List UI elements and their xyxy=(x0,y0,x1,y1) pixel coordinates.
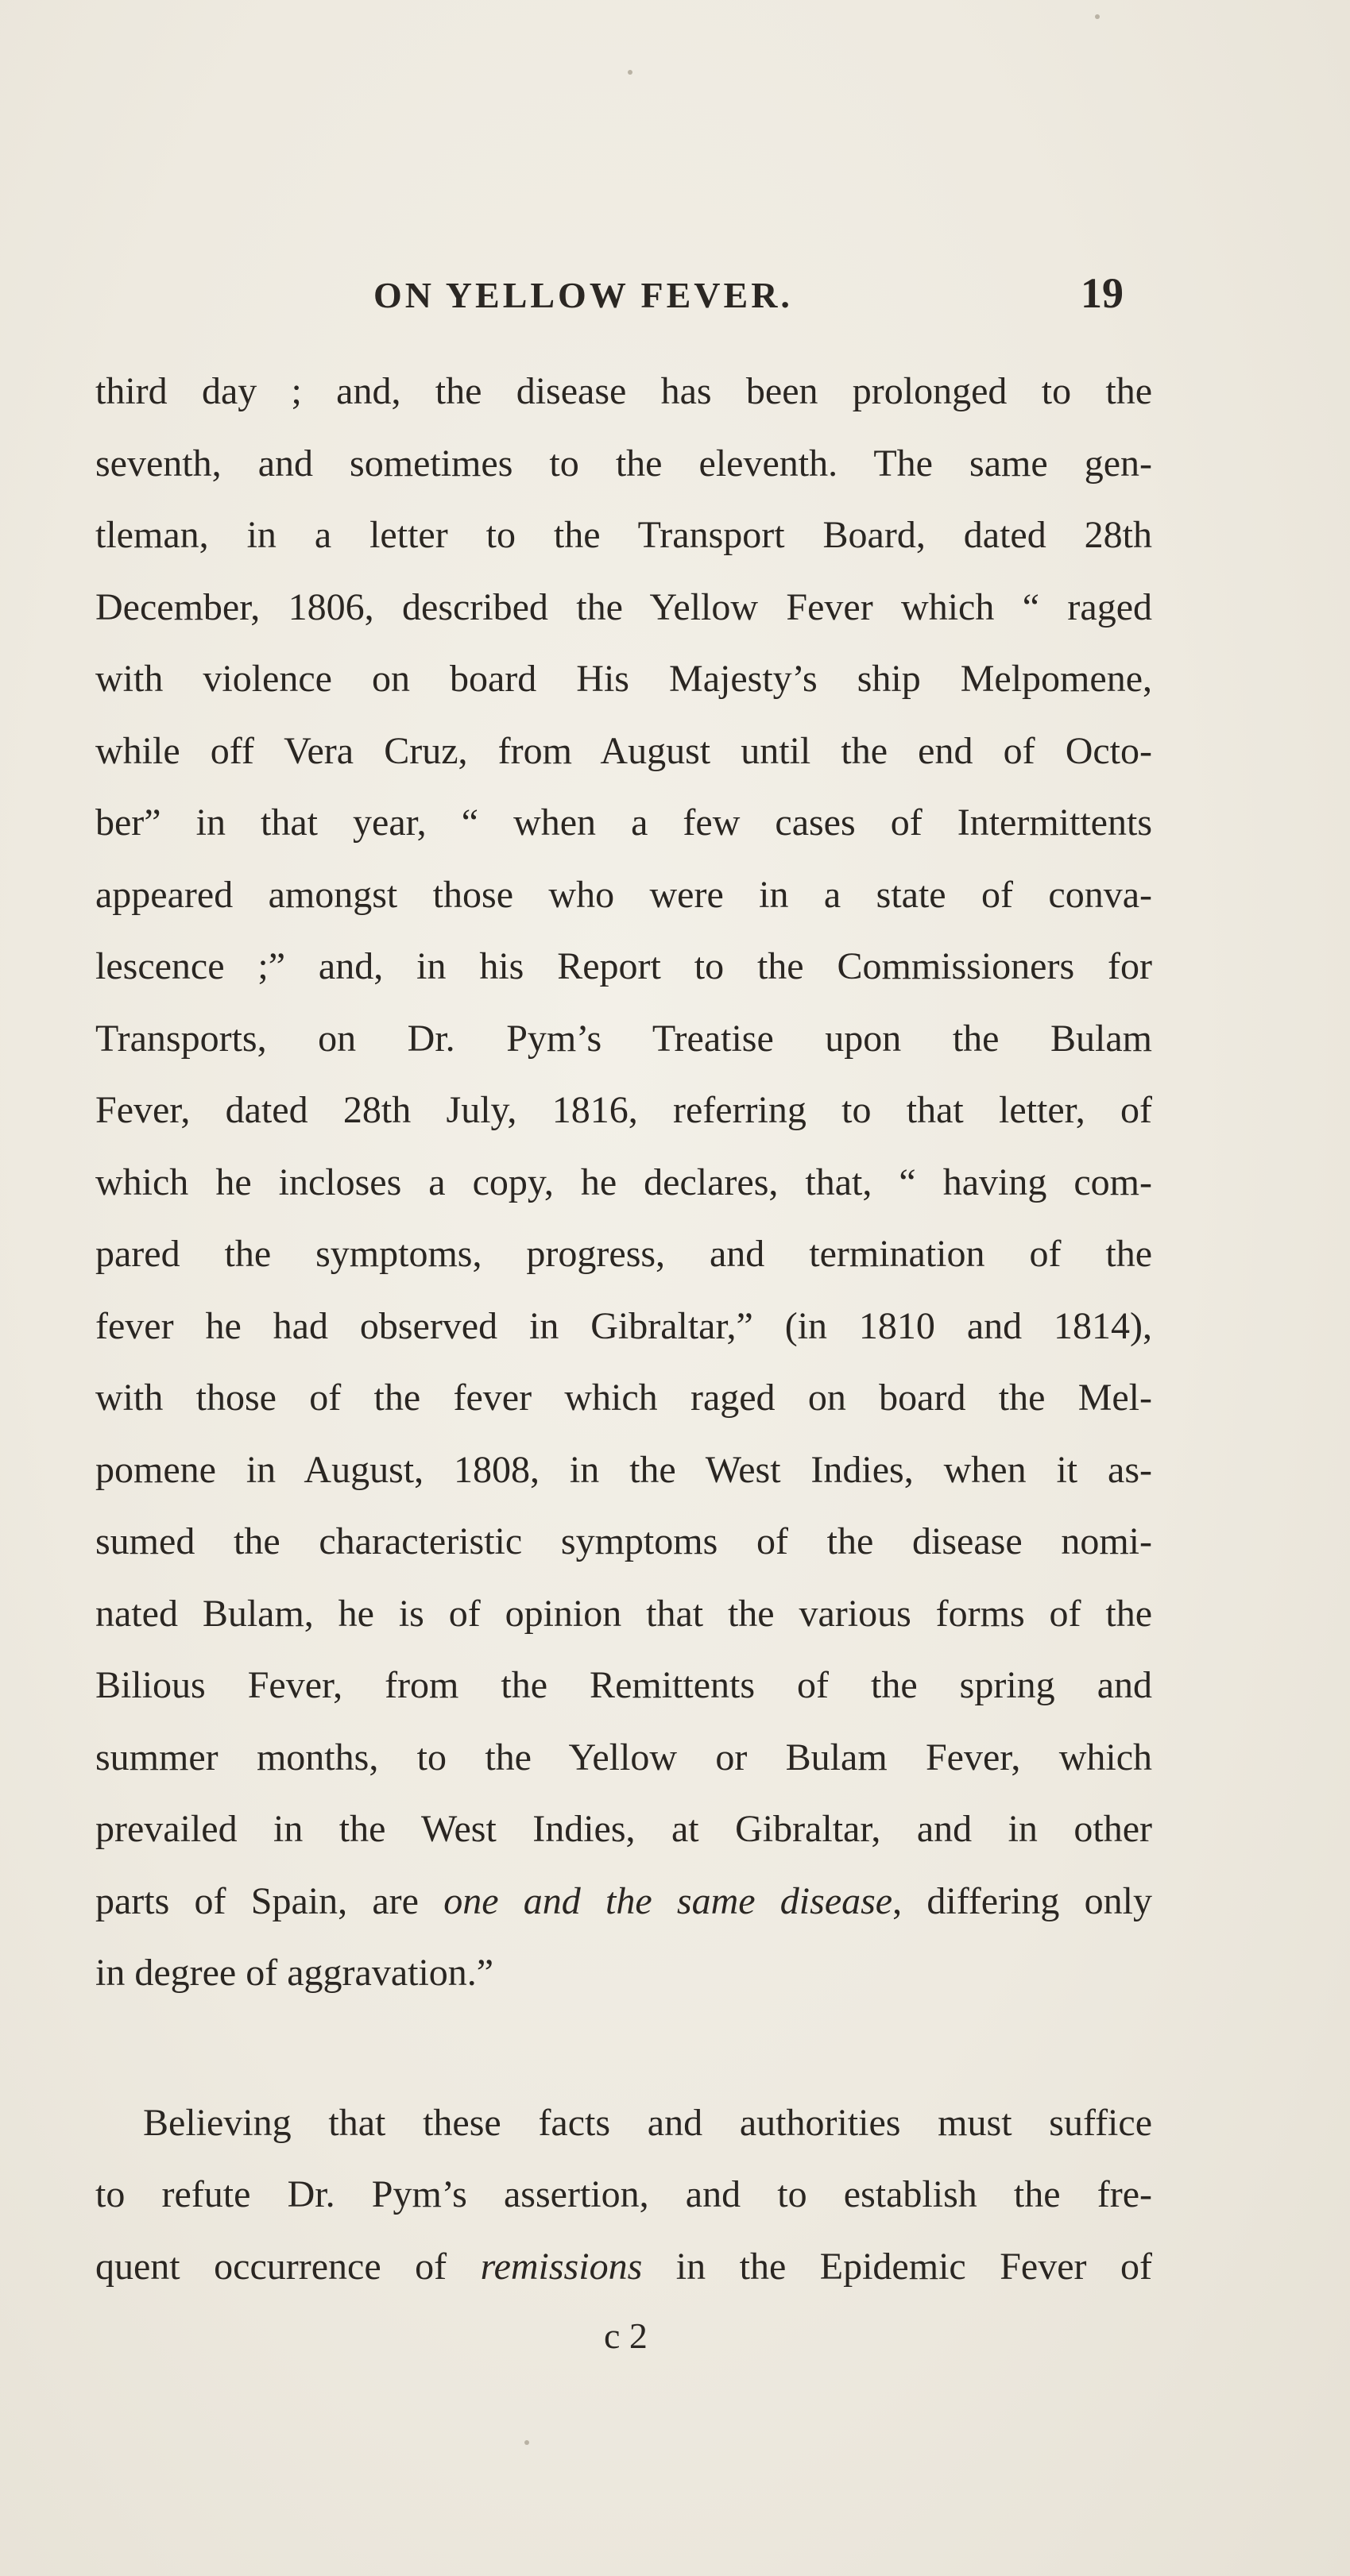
italic-word: remissions xyxy=(480,2245,643,2288)
text-line: Fever, dated 28th July, 1816, referring to that letter, of xyxy=(95,1089,1152,1131)
text-line: appeared amongst those who were in a state of conva- xyxy=(95,873,1152,916)
page-number: 19 xyxy=(1081,269,1124,317)
text-run: parts of Spain, are xyxy=(95,1879,444,1922)
text-line: December, 1806, described the Yellow Fever which “ raged xyxy=(95,585,1152,628)
text-line: sumed the characteristic symptoms of the disease nomi- xyxy=(95,1520,1152,1562)
text-line: lescence ;” and, in his Report to the Commissioners for xyxy=(95,945,1152,987)
text-line: Transports, on Dr. Pym’s Treatise upon the Bulam xyxy=(95,1017,1152,1060)
text-run: quent occurrence of xyxy=(95,2245,481,2288)
text-line: while off Vera Cruz, from August until the end of Octo- xyxy=(95,729,1152,772)
text-line: seventh, and sometimes to the eleventh. The same gen- xyxy=(95,442,1152,485)
italic-phrase: one and the same disease xyxy=(443,1879,893,1922)
text-line: nated Bulam, he is of opinion that the various forms of the xyxy=(95,1592,1152,1635)
text-line: which he incloses a copy, he declares, that, “ having com- xyxy=(95,1161,1152,1203)
text-line: Bilious Fever, from the Remittents of the spring and xyxy=(95,1664,1152,1706)
text-line: with violence on board His Majesty’s ship Melpomene, xyxy=(95,658,1152,700)
text-line: tleman, in a letter to the Transport Board, dated 28th xyxy=(95,514,1152,556)
body-text xyxy=(95,356,1152,2303)
text-line: in degree of aggravation.” xyxy=(95,1952,494,1994)
paper-speck xyxy=(524,2440,529,2445)
text-line: to refute Dr. Pym’s assertion, and to establish the fre- xyxy=(95,2173,1152,2215)
text-run: , differing only xyxy=(892,1879,1152,1922)
text-line: summer months, to the Yellow or Bulam Fever, which xyxy=(95,1736,1152,1778)
text-line: pomene in August, 1808, in the West Indies, when it as- xyxy=(95,1448,1152,1491)
text-line: with those of the fever which raged on board the Mel- xyxy=(95,1377,1152,1419)
text-line: Believing that these facts and authorities must suffice xyxy=(143,2101,1152,2144)
paragraph-break xyxy=(95,2010,1152,2087)
text-line: ber” in that year, “ when a few cases of Intermittents xyxy=(95,801,1152,844)
text-line: pared the symptoms, progress, and termination of the xyxy=(95,1233,1152,1275)
running-title: ON YELLOW FEVER. xyxy=(373,275,793,315)
text-line xyxy=(95,1866,1152,1938)
text-run: in the Epidemic Fever of xyxy=(642,2245,1152,2288)
text-line: fever he had observed in Gibraltar,” (in 1810 and 1814), xyxy=(95,1304,1152,1347)
text-line: prevailed in the West Indies, at Gibraltar, and in other xyxy=(95,1808,1152,1850)
paper-speck xyxy=(628,70,632,75)
text-line xyxy=(95,2231,1152,2304)
signature-mark: c 2 xyxy=(604,2315,648,2356)
text-line: third day ; and, the disease has been prolonged to the xyxy=(95,370,1152,412)
paper-speck xyxy=(1095,14,1100,19)
